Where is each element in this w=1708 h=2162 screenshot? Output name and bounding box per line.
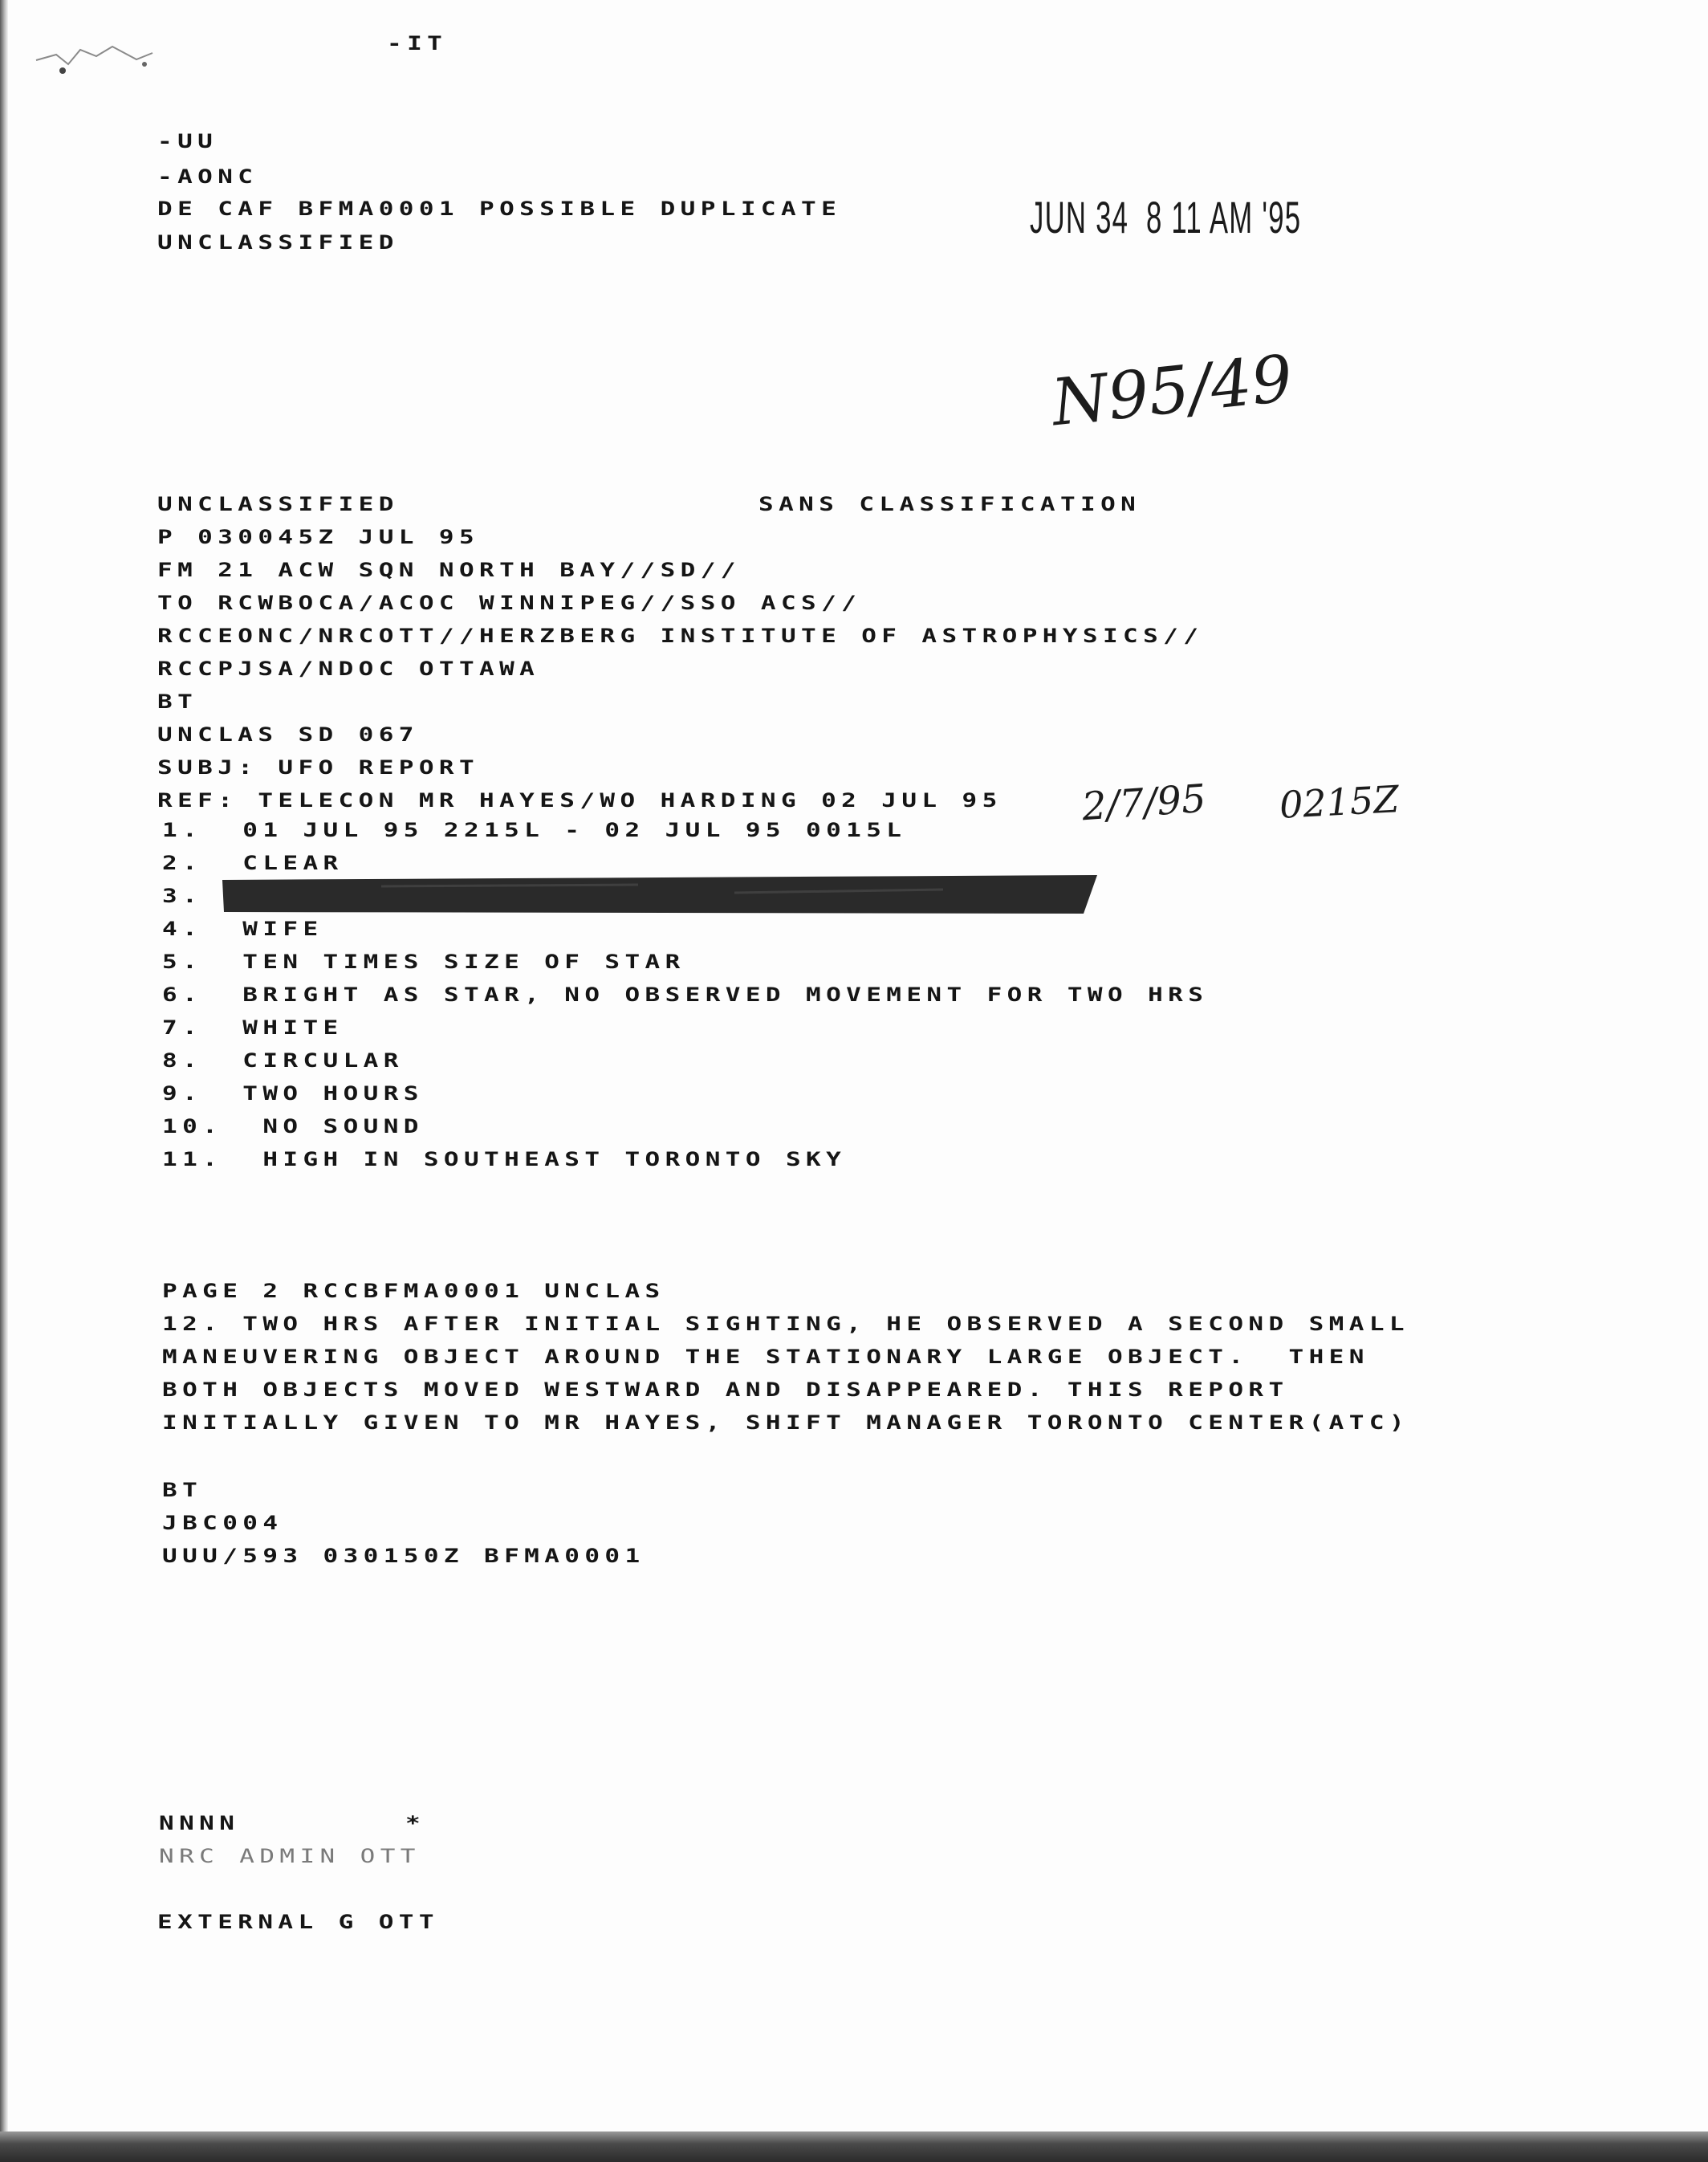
message-subject: SUBJ: UFO REPORT <box>157 756 480 780</box>
message-info-line-2: RCCPJSA/NDOC OTTAWA <box>157 658 540 681</box>
message-to: TO RCWBOCA/ACOC WINNIPEG//SSO ACS// <box>157 592 862 615</box>
message-dtg: P 030045Z JUL 95 <box>157 526 480 549</box>
page2-line-2: MANEUVERING OBJECT AROUND THE STATIONARY LARGE OBJECT. THEN <box>162 1346 1369 1369</box>
handwritten-date: 2/7/95 <box>1080 776 1208 830</box>
item-2: 2. CLEAR <box>162 852 344 875</box>
redaction-bar <box>221 875 1101 915</box>
classification-english: UNCLASSIFIED <box>157 493 399 516</box>
header-fragment-top: -IT <box>387 32 448 55</box>
page2-jbc: JBC004 <box>162 1512 283 1535</box>
item-6: 6. BRIGHT AS STAR, NO OBSERVED MOVEMENT FOR TWO HRS <box>162 983 1209 1007</box>
item-5: 5. TEN TIMES SIZE OF STAR <box>162 951 685 974</box>
item-3: 3. <box>162 885 203 908</box>
page2-line-4: INITIALLY GIVEN TO MR HAYES, SHIFT MANAGER TORONTO CENTER(ATC) <box>162 1411 1409 1435</box>
footer-nnnn: NNNN <box>159 1812 240 1835</box>
header-line-uu: -UU <box>157 130 218 153</box>
footer-nrc-admin: NRC ADMIN OTT <box>159 1845 421 1868</box>
page2-header: PAGE 2 RCCBFMA0001 UNCLAS <box>162 1280 665 1303</box>
item-4: 4. WIFE <box>162 918 323 941</box>
classification-french: SANS CLASSIFICATION <box>758 493 1141 516</box>
item-8: 8. CIRCULAR <box>162 1049 404 1073</box>
message-info-line-1: RCCEONC/NRCOTT//HERZBERG INSTITUTE OF ASTROPHYSICS// <box>157 625 1204 648</box>
item-1: 1. 01 JUL 95 2215L - 02 JUL 95 0015L <box>162 819 907 842</box>
handwritten-time: 0215Z <box>1278 777 1401 827</box>
header-classification: UNCLASSIFIED <box>157 231 399 254</box>
torn-corner-mark <box>32 32 193 80</box>
footer-external: EXTERNAL G OTT <box>157 1911 439 1934</box>
item-9: 9. TWO HOURS <box>162 1082 424 1105</box>
header-routing-line: DE CAF BFMA0001 POSSIBLE DUPLICATE <box>157 197 842 221</box>
scan-bottom-band <box>0 2131 1708 2162</box>
header-line-aonc: -AONC <box>157 165 258 189</box>
page2-line-1: 12. TWO HRS AFTER INITIAL SIGHTING, HE OBSERVED A SECOND SMALL <box>162 1313 1409 1336</box>
item-10: 10. NO SOUND <box>162 1115 424 1138</box>
item-7: 7. WHITE <box>162 1016 344 1040</box>
page2-line-3: BOTH OBJECTS MOVED WESTWARD AND DISAPPEARED. THIS REPORT <box>162 1378 1289 1402</box>
message-from: FM 21 ACW SQN NORTH BAY//SD// <box>157 559 741 582</box>
page2-break: BT <box>162 1479 203 1502</box>
scan-edge <box>0 0 8 2162</box>
message-reference: REF: TELECON MR HAYES/WO HARDING 02 JUL 95 <box>157 789 1002 812</box>
message-break: BT <box>157 690 198 714</box>
item-11: 11. HIGH IN SOUTHEAST TORONTO SKY <box>162 1148 847 1171</box>
page2-uuu: UUU/593 030150Z BFMA0001 <box>162 1545 645 1568</box>
message-unclas: UNCLAS SD 067 <box>157 723 419 747</box>
handwritten-file-number: N95/49 <box>1047 340 1296 441</box>
footer-asterisk-mark: * <box>405 1812 426 1835</box>
received-date-stamp: JUN 34 8 11 AM '95 <box>1030 192 1302 242</box>
